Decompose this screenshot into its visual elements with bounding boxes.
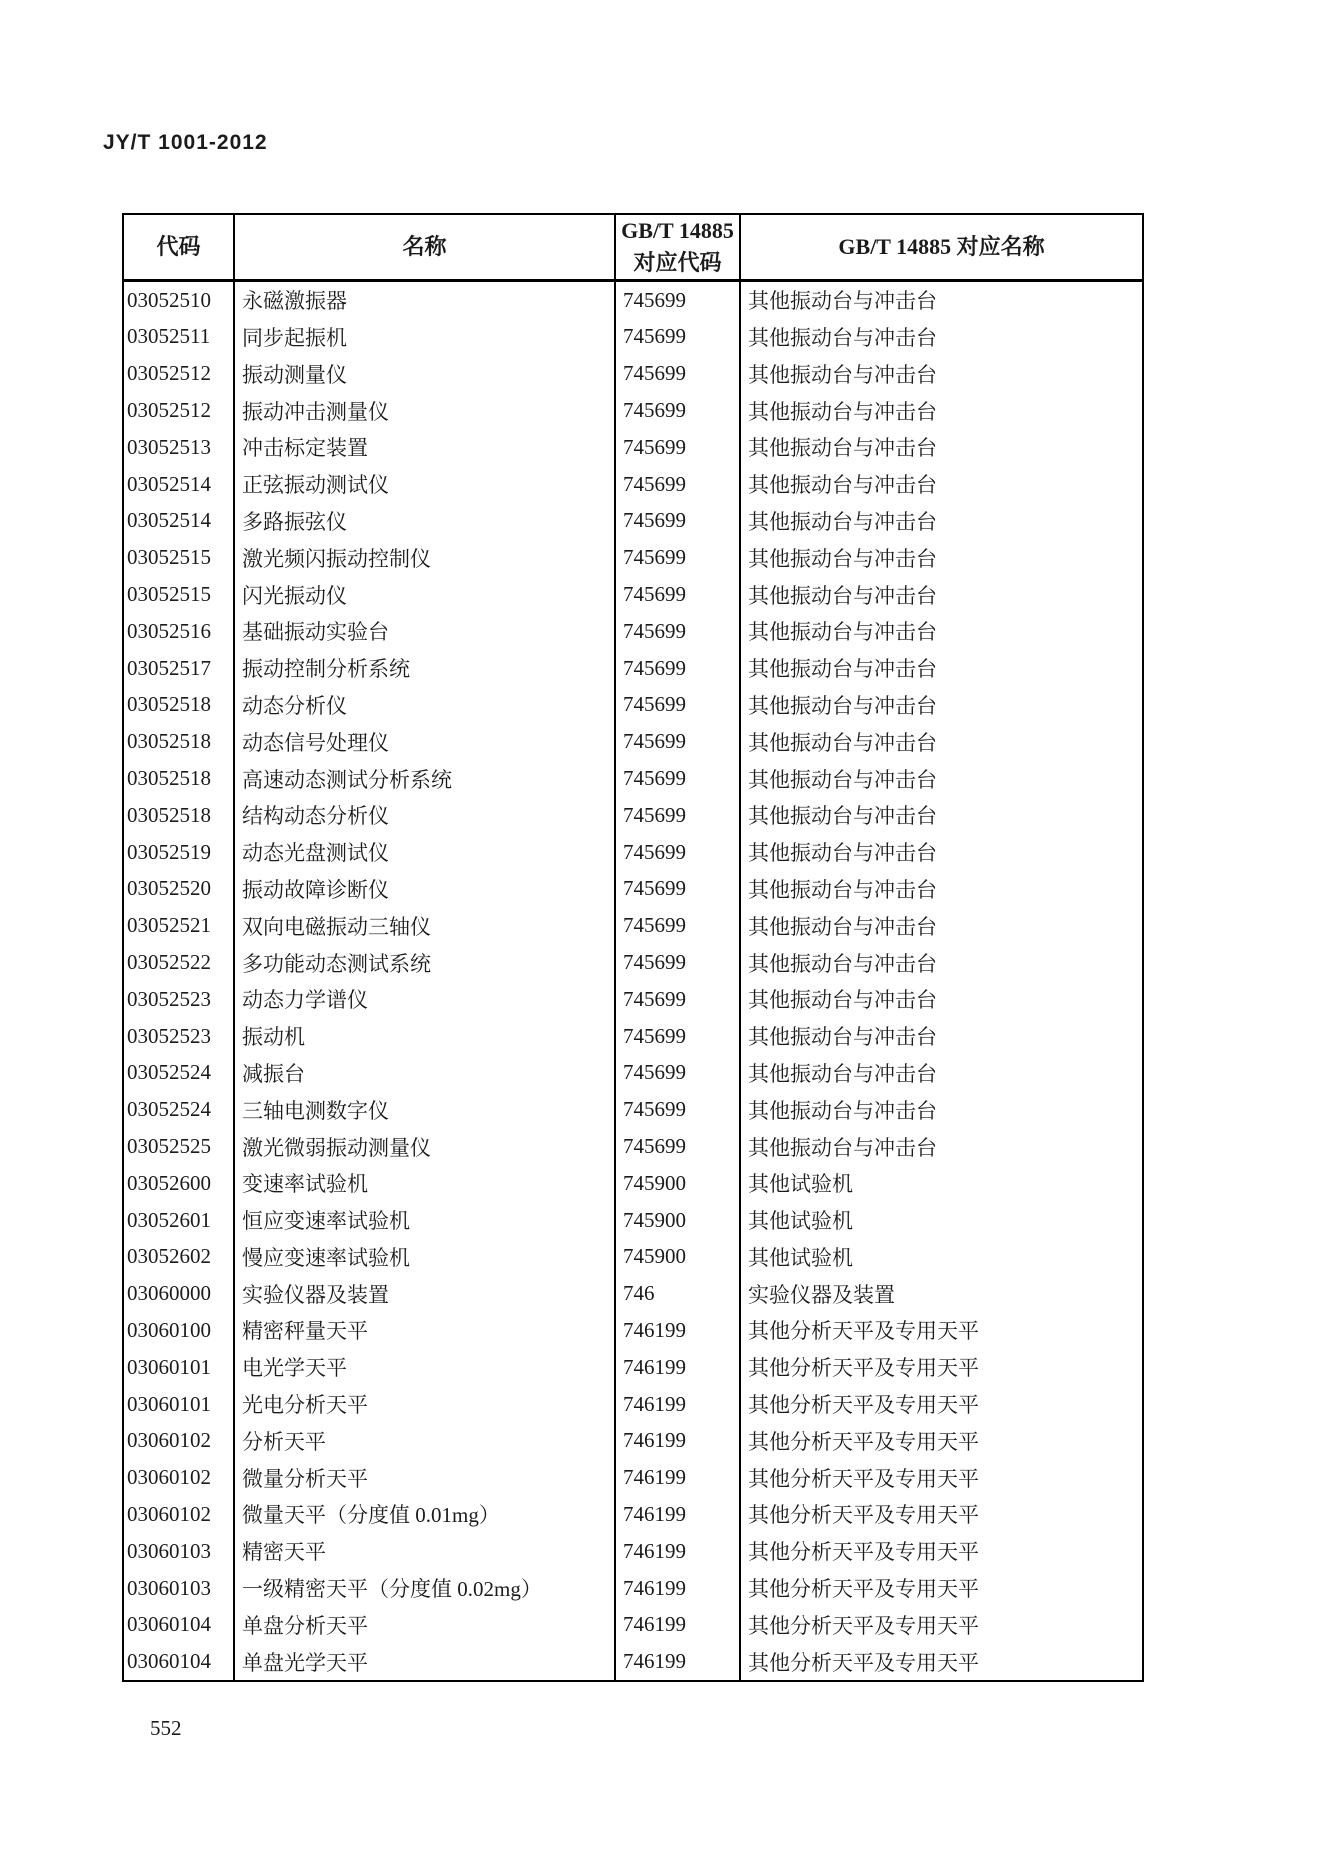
cell-name: 慢应变速率试验机 [234,1239,615,1276]
cell-name: 同步起振机 [234,319,615,356]
cell-gbt-name: 其他振动台与冲击台 [740,1128,1143,1165]
cell-code: 03052517 [123,650,234,687]
cell-name: 振动故障诊断仪 [234,871,615,908]
cell-code: 03052602 [123,1239,234,1276]
cell-gbt-name: 其他分析天平及专用天平 [740,1459,1143,1496]
table-row [123,1239,1143,1276]
cell-gbt-code: 745699 [615,760,740,797]
cell-code: 03060101 [123,1349,234,1386]
cell-gbt-name: 其他振动台与冲击台 [740,319,1143,356]
table-row [123,650,1143,687]
cell-gbt-code: 746199 [615,1422,740,1459]
cell-code: 03052521 [123,907,234,944]
table-row [123,503,1143,540]
table-row [123,723,1143,760]
cell-code: 03052601 [123,1202,234,1239]
cell-gbt-code: 745900 [615,1202,740,1239]
header-gbt-code-line2: 对应代码 [633,249,722,275]
table-row [123,1386,1143,1423]
cell-gbt-code: 745699 [615,981,740,1018]
cell-code: 03052523 [123,1018,234,1055]
cell-name: 单盘光学天平 [234,1643,615,1681]
cell-gbt-name: 其他分析天平及专用天平 [740,1422,1143,1459]
table-row [123,539,1143,576]
cell-gbt-code: 746199 [615,1496,740,1533]
cell-code: 03052525 [123,1128,234,1165]
cell-gbt-code: 745699 [615,429,740,466]
page-number: 552 [150,1716,182,1740]
cell-gbt-code: 745699 [615,871,740,908]
cell-name: 多路振弦仪 [234,503,615,540]
cell-name: 微量分析天平 [234,1459,615,1496]
cell-gbt-code: 745699 [615,723,740,760]
cell-name: 分析天平 [234,1422,615,1459]
cell-name: 一级精密天平（分度值 0.02mg） [234,1570,615,1607]
cell-code: 03060104 [123,1606,234,1643]
cell-gbt-code: 745699 [615,392,740,429]
table-row [123,1275,1143,1312]
cell-gbt-name: 其他振动台与冲击台 [740,907,1143,944]
cell-code: 03052512 [123,392,234,429]
cell-gbt-name: 其他振动台与冲击台 [740,1055,1143,1092]
cell-name: 电光学天平 [234,1349,615,1386]
table-row [123,1055,1143,1092]
cell-gbt-name: 其他振动台与冲击台 [740,392,1143,429]
cell-gbt-name: 其他振动台与冲击台 [740,981,1143,1018]
cell-gbt-code: 745699 [615,1091,740,1128]
cell-code: 03052510 [123,280,234,318]
cell-gbt-code: 745699 [615,355,740,392]
cell-code: 03052518 [123,687,234,724]
cell-name: 冲击标定装置 [234,429,615,466]
cell-gbt-code: 746199 [615,1459,740,1496]
table-row [123,1606,1143,1643]
cell-gbt-name: 其他振动台与冲击台 [740,871,1143,908]
cell-code: 03052515 [123,576,234,613]
cell-name: 动态力学谱仪 [234,981,615,1018]
cell-code: 03052522 [123,944,234,981]
cell-name: 高速动态测试分析系统 [234,760,615,797]
cell-gbt-code: 745699 [615,613,740,650]
cell-code: 03052600 [123,1165,234,1202]
cell-gbt-name: 其他分析天平及专用天平 [740,1606,1143,1643]
table-row [123,280,1143,318]
cell-gbt-code: 745699 [615,1018,740,1055]
cell-gbt-code: 745699 [615,797,740,834]
cell-name: 振动冲击测量仪 [234,392,615,429]
header-cell-name: 名称 [234,214,615,280]
cell-gbt-code: 746199 [615,1386,740,1423]
cell-gbt-name: 其他振动台与冲击台 [740,429,1143,466]
cell-gbt-code: 746 [615,1275,740,1312]
cell-name: 永磁激振器 [234,280,615,318]
cell-name: 微量天平（分度值 0.01mg） [234,1496,615,1533]
cell-name: 动态信号处理仪 [234,723,615,760]
cell-gbt-code: 746199 [615,1606,740,1643]
cell-code: 03052519 [123,834,234,871]
cell-name: 基础振动实验台 [234,613,615,650]
header-cell-gbt-name: GB/T 14885 对应名称 [740,214,1143,280]
table-row [123,944,1143,981]
cell-gbt-name: 其他振动台与冲击台 [740,466,1143,503]
table-row [123,1570,1143,1607]
cell-name: 变速率试验机 [234,1165,615,1202]
cell-gbt-name: 其他分析天平及专用天平 [740,1570,1143,1607]
cell-gbt-name: 其他分析天平及专用天平 [740,1386,1143,1423]
table-row [123,1091,1143,1128]
cell-code: 03060000 [123,1275,234,1312]
cell-gbt-code: 745699 [615,319,740,356]
cell-code: 03060102 [123,1459,234,1496]
cell-name: 减振台 [234,1055,615,1092]
cell-name: 精密秤量天平 [234,1312,615,1349]
cell-name: 结构动态分析仪 [234,797,615,834]
cell-code: 03052515 [123,539,234,576]
cell-gbt-name: 其他振动台与冲击台 [740,723,1143,760]
table-row [123,613,1143,650]
cell-gbt-name: 其他分析天平及专用天平 [740,1349,1143,1386]
cell-name: 恒应变速率试验机 [234,1202,615,1239]
cell-gbt-name: 其他振动台与冲击台 [740,797,1143,834]
code-mapping-table [122,213,1144,1682]
table-row [123,1312,1143,1349]
cell-gbt-name: 其他分析天平及专用天平 [740,1312,1143,1349]
cell-code: 03052518 [123,723,234,760]
cell-code: 03060102 [123,1496,234,1533]
cell-code: 03052520 [123,871,234,908]
cell-gbt-name: 其他振动台与冲击台 [740,503,1143,540]
cell-gbt-code: 746199 [615,1570,740,1607]
cell-gbt-code: 745699 [615,1055,740,1092]
cell-code: 03052518 [123,797,234,834]
table-row [123,392,1143,429]
header-cell-gbt-code [615,214,740,280]
table-row [123,1643,1143,1681]
cell-code: 03060100 [123,1312,234,1349]
cell-name: 双向电磁振动三轴仪 [234,907,615,944]
table-row [123,1202,1143,1239]
table-row [123,576,1143,613]
cell-name: 正弦振动测试仪 [234,466,615,503]
table-body [123,280,1143,1681]
table-row [123,466,1143,503]
table-header [123,214,1143,280]
cell-name: 多功能动态测试系统 [234,944,615,981]
cell-gbt-name: 其他振动台与冲击台 [740,687,1143,724]
table-row [123,319,1143,356]
doc-standard-code: JY/T 1001-2012 [103,131,268,154]
cell-gbt-code: 745699 [615,539,740,576]
table-row [123,429,1143,466]
table-row [123,797,1143,834]
cell-gbt-name: 实验仪器及装置 [740,1275,1143,1312]
cell-gbt-code: 745699 [615,834,740,871]
cell-code: 03052524 [123,1055,234,1092]
cell-name: 实验仪器及装置 [234,1275,615,1312]
cell-gbt-name: 其他振动台与冲击台 [740,576,1143,613]
cell-name: 三轴电测数字仪 [234,1091,615,1128]
cell-gbt-name: 其他振动台与冲击台 [740,613,1143,650]
table-row [123,1349,1143,1386]
cell-name: 动态分析仪 [234,687,615,724]
header-row [123,214,1143,280]
cell-name: 振动测量仪 [234,355,615,392]
cell-gbt-name: 其他振动台与冲击台 [740,650,1143,687]
cell-name: 激光微弱振动测量仪 [234,1128,615,1165]
table-row [123,760,1143,797]
table-row [123,1496,1143,1533]
header-gbt-code-line1: GB/T 14885 [621,218,734,243]
cell-gbt-name: 其他试验机 [740,1202,1143,1239]
cell-gbt-code: 745699 [615,576,740,613]
cell-gbt-name: 其他振动台与冲击台 [740,1091,1143,1128]
cell-code: 03060104 [123,1643,234,1681]
cell-code: 03060101 [123,1386,234,1423]
cell-gbt-code: 745699 [615,650,740,687]
cell-code: 03060102 [123,1422,234,1459]
table-row [123,1533,1143,1570]
cell-gbt-name: 其他振动台与冲击台 [740,1018,1143,1055]
cell-gbt-name: 其他分析天平及专用天平 [740,1496,1143,1533]
cell-gbt-code: 745900 [615,1165,740,1202]
cell-gbt-code: 746199 [615,1312,740,1349]
cell-gbt-code: 745699 [615,466,740,503]
cell-code: 03052514 [123,503,234,540]
cell-code: 03052518 [123,760,234,797]
table-row [123,1018,1143,1055]
table-row [123,687,1143,724]
cell-gbt-name: 其他试验机 [740,1239,1143,1276]
header-cell-code: 代码 [123,214,234,280]
table-row [123,981,1143,1018]
cell-code: 03060103 [123,1570,234,1607]
cell-gbt-code: 746199 [615,1349,740,1386]
cell-code: 03052523 [123,981,234,1018]
cell-gbt-code: 746199 [615,1643,740,1681]
table-row [123,1422,1143,1459]
cell-code: 03052514 [123,466,234,503]
cell-gbt-code: 745699 [615,1128,740,1165]
cell-name: 动态光盘测试仪 [234,834,615,871]
cell-gbt-name: 其他分析天平及专用天平 [740,1643,1143,1681]
cell-gbt-name: 其他分析天平及专用天平 [740,1533,1143,1570]
cell-name: 振动机 [234,1018,615,1055]
cell-code: 03052511 [123,319,234,356]
cell-code: 03060103 [123,1533,234,1570]
cell-code: 03052512 [123,355,234,392]
table-row [123,1165,1143,1202]
cell-gbt-code: 745900 [615,1239,740,1276]
cell-gbt-code: 745699 [615,280,740,318]
table-row [123,907,1143,944]
table-row [123,355,1143,392]
cell-gbt-name: 其他振动台与冲击台 [740,539,1143,576]
cell-name: 精密天平 [234,1533,615,1570]
cell-name: 激光频闪振动控制仪 [234,539,615,576]
cell-gbt-name: 其他振动台与冲击台 [740,834,1143,871]
cell-gbt-code: 745699 [615,907,740,944]
cell-name: 单盘分析天平 [234,1606,615,1643]
cell-gbt-code: 746199 [615,1533,740,1570]
cell-gbt-name: 其他振动台与冲击台 [740,355,1143,392]
table-row [123,1459,1143,1496]
cell-code: 03052513 [123,429,234,466]
cell-gbt-code: 745699 [615,687,740,724]
cell-gbt-name: 其他振动台与冲击台 [740,280,1143,318]
cell-gbt-name: 其他振动台与冲击台 [740,944,1143,981]
cell-name: 振动控制分析系统 [234,650,615,687]
table-row [123,1128,1143,1165]
cell-gbt-name: 其他试验机 [740,1165,1143,1202]
cell-gbt-code: 745699 [615,503,740,540]
table-row [123,871,1143,908]
cell-gbt-name: 其他振动台与冲击台 [740,760,1143,797]
cell-code: 03052516 [123,613,234,650]
cell-gbt-code: 745699 [615,944,740,981]
cell-name: 光电分析天平 [234,1386,615,1423]
cell-name: 闪光振动仪 [234,576,615,613]
cell-code: 03052524 [123,1091,234,1128]
table-row [123,834,1143,871]
